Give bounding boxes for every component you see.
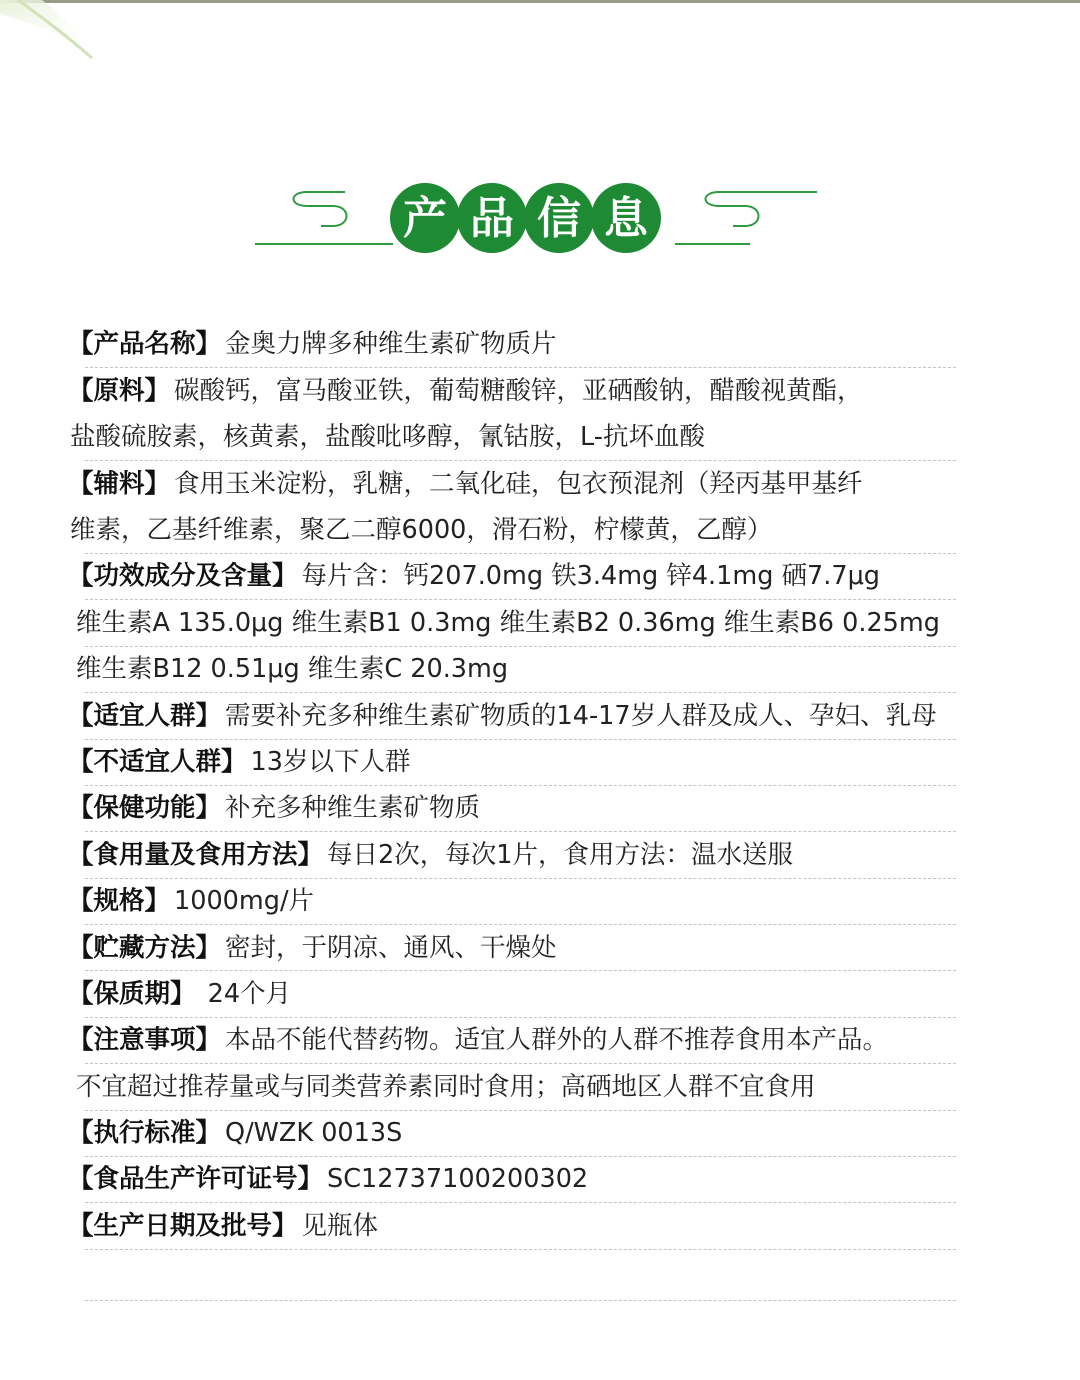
row-label: 【规格】 xyxy=(68,886,171,917)
row-label: 【原料】 xyxy=(68,375,171,406)
right-swirl-icon xyxy=(675,192,817,244)
info-row-standard xyxy=(0,1111,1080,1157)
row-value: 维生素B12 0.51μg 维生素C 20.3mg xyxy=(76,654,509,685)
row-value: 金奥力牌多种维生素矿物质片 xyxy=(225,329,557,360)
top-edge-line xyxy=(0,0,1080,3)
row-value: 食用玉米淀粉，乳糖，二氧化硅，包衣预混剂（羟丙基甲基纤 xyxy=(174,468,863,499)
row-value: 13岁以下人群 xyxy=(250,746,411,777)
row-value: 不宜超过推荐量或与同类营养素同时食用；高硒地区人群不宜食用 xyxy=(76,1071,816,1102)
info-row-health-function xyxy=(0,786,1080,832)
row-value: 盐酸硫胺素，核黄素，盐酸吡哆醇，氰钴胺，L-抗坏血酸 xyxy=(70,422,705,453)
row-value: 密封，于阴凉、通风、干燥处 xyxy=(225,932,557,963)
row-value: Q/WZK 0013S xyxy=(225,1118,403,1149)
row-value: 碳酸钙，富马酸亚铁，葡萄糖酸锌，亚硒酸钠，醋酸视黄酯， xyxy=(174,375,863,406)
row-value: 本品不能代替药物。适宜人群外的人群不推荐食用本产品。 xyxy=(225,1025,889,1056)
row-label: 【不适宜人群】 xyxy=(68,746,247,777)
info-row-suitable-people xyxy=(0,693,1080,739)
info-row-active-ingredients-cont2 xyxy=(0,647,1080,693)
product-info-list xyxy=(0,322,1080,1250)
title-char: 品 xyxy=(470,193,514,244)
row-value: 每日2次，每次1片，食用方法：温水送服 xyxy=(327,839,793,870)
info-row-active-ingredients xyxy=(0,554,1080,600)
info-row-production-date xyxy=(0,1203,1080,1249)
info-row-precautions xyxy=(0,1018,1080,1064)
info-row-unsuitable-people xyxy=(0,740,1080,786)
row-label: 【功效成分及含量】 xyxy=(68,561,298,592)
row-value: 每片含：钙207.0mg 铁3.4mg 锌4.1mg 硒7.7μg xyxy=(301,561,880,592)
info-row-excipients xyxy=(0,461,1080,507)
title-circles xyxy=(390,183,661,253)
row-label: 【保质期】 xyxy=(68,978,196,1009)
row-value: 维素，乙基纤维素，聚乙二醇6000，滑石粉，柠檬黄，乙醇） xyxy=(70,515,773,545)
row-value: SC12737100200302 xyxy=(327,1164,589,1195)
row-label: 【食用量及食用方法】 xyxy=(68,839,324,870)
info-row-excipients-cont xyxy=(0,508,1080,554)
left-swirl-icon xyxy=(255,192,393,244)
row-label: 【生产日期及批号】 xyxy=(68,1210,298,1241)
row-value: 1000mg/片 xyxy=(174,886,315,917)
row-label: 【执行标准】 xyxy=(68,1118,222,1149)
title-char: 息 xyxy=(604,193,648,244)
row-label: 【辅料】 xyxy=(68,468,171,499)
title-char: 信 xyxy=(537,193,581,244)
info-row-license xyxy=(0,1157,1080,1203)
info-row-ingredients xyxy=(0,368,1080,414)
bottom-divider xyxy=(85,1300,956,1301)
info-row-product-name xyxy=(0,322,1080,368)
info-row-shelf-life xyxy=(0,971,1080,1017)
row-value: 补充多种维生素矿物质 xyxy=(225,793,481,824)
row-label: 【产品名称】 xyxy=(68,329,222,360)
row-label: 【注意事项】 xyxy=(68,1025,222,1056)
row-value: 24个月 xyxy=(199,978,292,1009)
info-row-storage xyxy=(0,925,1080,971)
leaf-decoration-icon xyxy=(0,0,110,70)
row-label: 【保健功能】 xyxy=(68,793,222,824)
row-label: 【食品生产许可证号】 xyxy=(68,1164,324,1195)
info-row-specification xyxy=(0,879,1080,925)
row-value: 需要补充多种维生素矿物质的14-17岁人群及成人、孕妇、乳母 xyxy=(225,700,937,731)
title-char: 产 xyxy=(403,193,447,244)
section-title-banner xyxy=(255,178,820,268)
info-row-ingredients-cont xyxy=(0,415,1080,461)
row-label: 【贮藏方法】 xyxy=(68,932,222,963)
row-value: 维生素A 135.0μg 维生素B1 0.3mg 维生素B2 0.36mg 维生素B6 0.25mg xyxy=(76,607,940,638)
row-label: 【适宜人群】 xyxy=(68,700,222,731)
info-row-active-ingredients-cont xyxy=(0,600,1080,646)
row-value: 见瓶体 xyxy=(301,1210,379,1241)
info-row-precautions-cont xyxy=(0,1064,1080,1110)
info-row-dosage xyxy=(0,832,1080,878)
